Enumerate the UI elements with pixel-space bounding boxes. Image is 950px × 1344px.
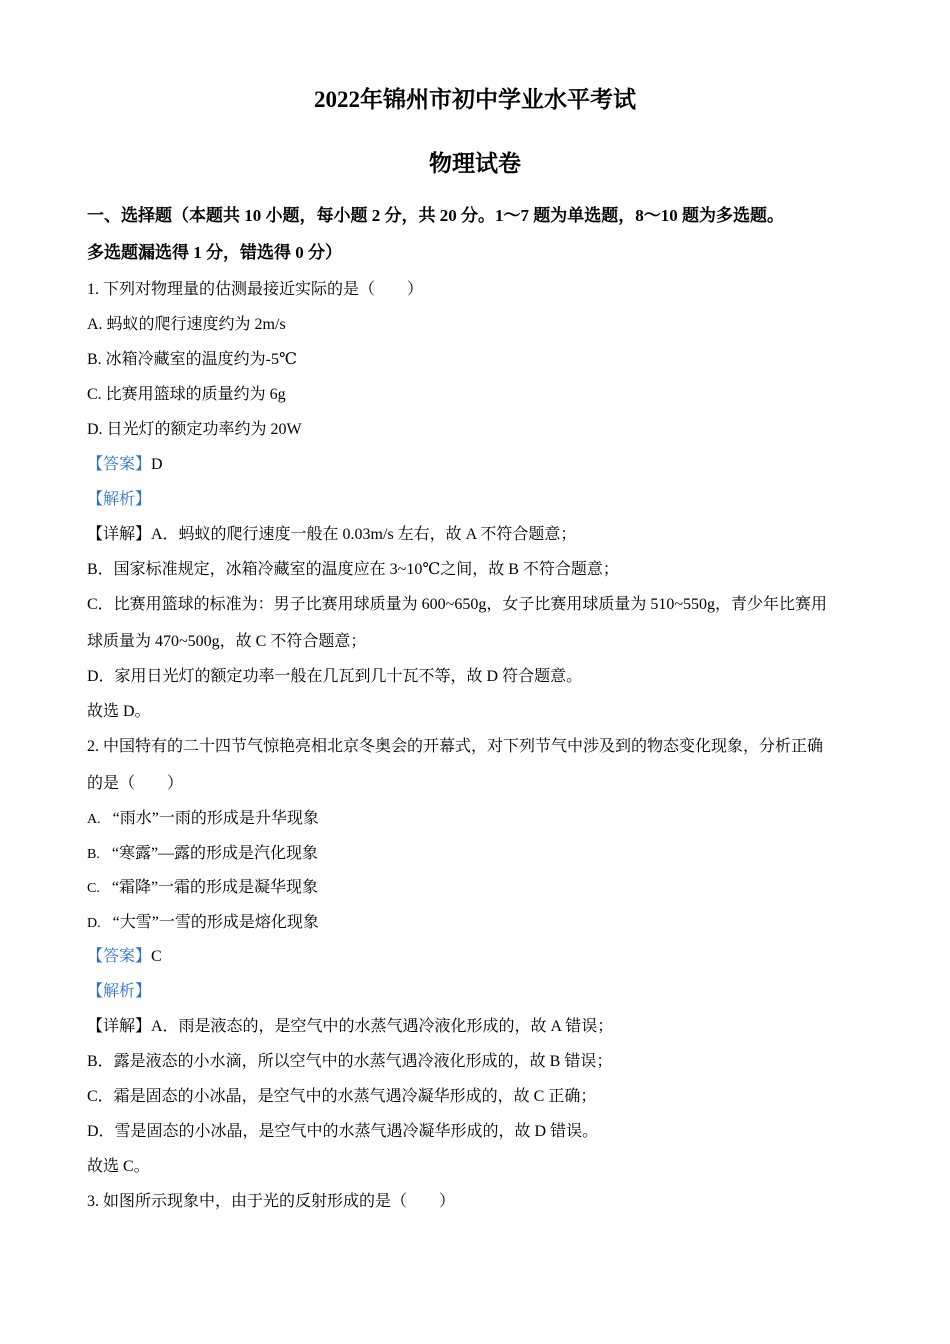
q2-option-letter: B.: [87, 847, 100, 862]
q1-detail-line: B．国家标准规定，冰箱冷藏室的温度应在 3~10℃之间，故 B 不符合题意；: [87, 561, 619, 578]
q1-option-d: D. 日光灯的额定功率约为 20W: [87, 421, 302, 438]
q1-conclusion: 故选 D。: [87, 703, 151, 720]
exam-title: 2022年锦州市初中学业水平考试: [314, 87, 636, 112]
q1-option-b: B. 冰箱冷藏室的温度约为-5℃: [87, 351, 297, 368]
q1-option-a: A. 蚂蚁的爬行速度约为 2m/s: [87, 316, 286, 333]
q2-stem-line2: 的是（ ）: [87, 775, 184, 792]
q2-option-b: [87, 844, 318, 865]
q2-answer: [87, 947, 162, 967]
q2-detail-line: C．霜是固态的小冰晶，是空气中的水蒸气遇冷凝华形成的，故 C 正确；: [87, 1088, 597, 1105]
q2-option-text: “大雪”一雪的形成是熔化现象: [112, 914, 319, 931]
q2-analysis-label: 【解析】: [87, 983, 152, 1000]
q1-detail-line: 【详解】A．蚂蚁的爬行速度一般在 0.03m/s 左右，故 A 不符合题意；: [87, 526, 577, 543]
q2-option-letter: D.: [87, 916, 101, 931]
q2-conclusion: 故选 C。: [87, 1158, 150, 1175]
q1-analysis-label: 【解析】: [87, 491, 152, 508]
q2-option-text: “雨水”一雨的形成是升华现象: [112, 810, 319, 827]
q2-option-letter: A.: [87, 812, 101, 827]
q2-detail-line: D．雪是固态的小冰晶，是空气中的水蒸气遇冷凝华形成的，故 D 错误。: [87, 1123, 599, 1140]
q2-option-c: [87, 878, 318, 899]
q3-stem: 3. 如图所示现象中，由于光的反射形成的是（ ）: [87, 1193, 456, 1210]
q2-answer-value: C: [151, 948, 162, 965]
q2-detail-line: 【详解】A．雨是液态的，是空气中的水蒸气遇冷液化形成的，故 A 错误；: [87, 1018, 614, 1035]
section-heading-line1: 一、选择题（本题共 10 小题，每小题 2 分，共 20 分。1～7 题为单选题，8～10 题为多选题。: [87, 206, 784, 225]
exam-subtitle: 物理试卷: [429, 151, 521, 176]
section-heading-line2: 多选题漏选得 1 分，错选得 0 分）: [87, 243, 342, 262]
q1-answer-label: 【答案】: [87, 456, 152, 473]
q1-detail-line: C．比赛用篮球的标准为：男子比赛用球质量为 600~650g，女子比赛用球质量为 510~550g，青少年比赛用: [87, 596, 827, 613]
q2-option-d: [87, 913, 319, 934]
q2-detail-line: B．露是液态的小水滴，所以空气中的水蒸气遇冷液化形成的，故 B 错误；: [87, 1053, 613, 1070]
q1-option-c: C. 比赛用篮球的质量约为 6g: [87, 386, 286, 403]
q1-stem: 1. 下列对物理量的估测最接近实际的是（ ）: [87, 281, 424, 298]
q2-option-a: [87, 809, 319, 830]
q2-option-letter: C.: [87, 881, 100, 896]
q2-option-text: “霜降”一霜的形成是凝华现象: [111, 879, 319, 896]
q2-answer-label: 【答案】: [87, 948, 152, 965]
q1-detail-line: D．家用日光灯的额定功率一般在几瓦到几十瓦不等，故 D 符合题意。: [87, 668, 583, 685]
q1-answer: [87, 455, 163, 475]
q2-stem-line1: 2. 中国特有的二十四节气惊艳亮相北京冬奥会的开幕式，对下列节气中涉及到的物态变化现象，分析正确: [87, 738, 824, 755]
q2-option-text: “寒露”—露的形成是汽化现象: [111, 845, 319, 862]
q1-detail-line: 球质量为 470~500g，故 C 不符合题意；: [87, 633, 367, 650]
q1-answer-value: D: [151, 456, 163, 473]
